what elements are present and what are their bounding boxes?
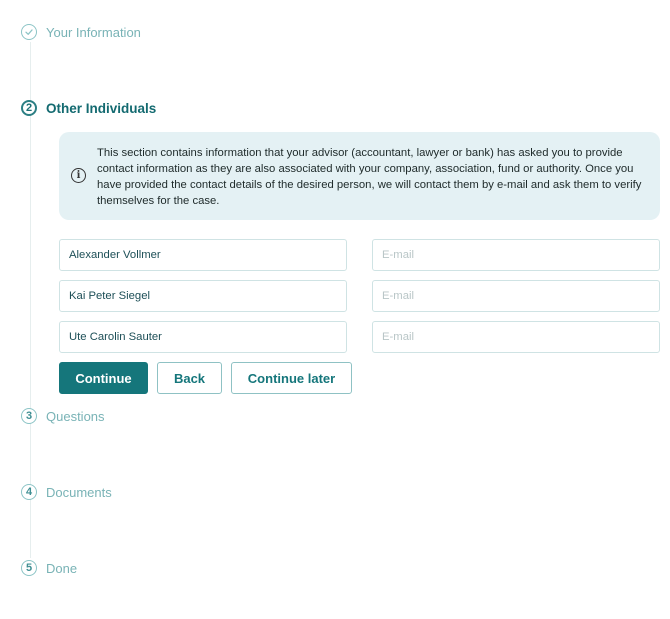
step-label: Other Individuals — [46, 100, 157, 116]
step-label: Documents — [46, 484, 112, 500]
step-label: Questions — [46, 408, 105, 424]
info-box — [59, 132, 660, 220]
contact-email-input[interactable] — [372, 321, 660, 353]
back-button[interactable]: Back — [157, 362, 222, 394]
info-icon: i — [71, 168, 86, 183]
continue-button[interactable]: Continue — [59, 362, 148, 394]
info-text: This section contains information that your advisor (accountant, lawyer or bank) has asked you to provide contact information as they are also associated with your company, association, fund or authority. Once you have provided the contact details of the desired person, we will contact them by e-mail and ask them to verify themselves for the case. — [97, 147, 642, 207]
contact-name-input[interactable] — [59, 321, 347, 353]
contact-name-input[interactable] — [59, 239, 347, 271]
step-done[interactable] — [21, 558, 77, 578]
step-label: Done — [46, 560, 78, 576]
step-documents[interactable] — [21, 482, 112, 502]
step-label: Your Information — [46, 24, 141, 40]
step-number: 2 — [21, 100, 37, 116]
step-your-information[interactable] — [21, 22, 141, 42]
check-icon — [21, 24, 37, 40]
stepper-rail — [30, 42, 31, 558]
step-questions[interactable] — [21, 406, 105, 426]
step-other-individuals[interactable] — [21, 98, 156, 118]
contact-email-input[interactable] — [372, 239, 660, 271]
contact-name-input[interactable] — [59, 280, 347, 312]
continue-later-button[interactable]: Continue later — [231, 362, 352, 394]
step-number: 3 — [21, 408, 37, 424]
step-number: 4 — [21, 484, 37, 500]
contact-email-input[interactable] — [372, 280, 660, 312]
step-number: 5 — [21, 560, 37, 576]
